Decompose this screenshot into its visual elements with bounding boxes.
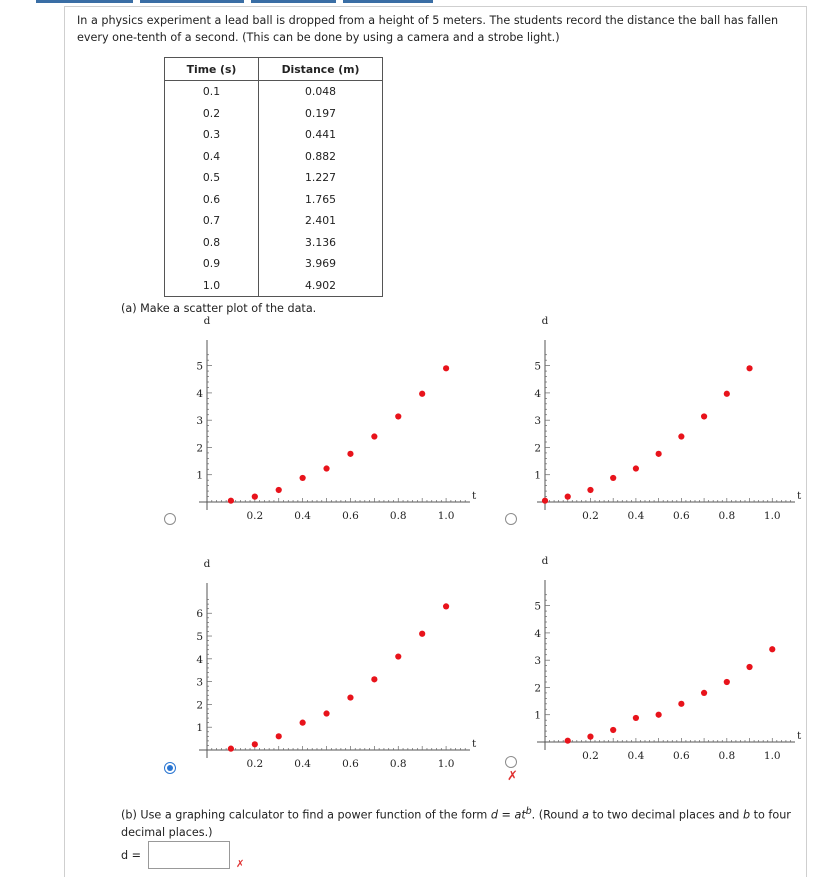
x-tick-label: 0.8 <box>389 510 407 522</box>
part-b-prompt: (b) Use a graphing calculator to find a power function of the form $d = at^b$. (Round a to two decimal places and b to four decimal places.) <box>121 806 791 839</box>
data-point <box>300 720 306 726</box>
data-point <box>347 694 353 700</box>
table-row <box>165 275 383 297</box>
x-tick-label: 0.6 <box>342 758 359 770</box>
time-cell: 0.2 <box>165 103 259 125</box>
table-row <box>165 146 383 168</box>
option-3-radio[interactable] <box>164 762 176 774</box>
table-row <box>165 210 383 232</box>
y-axis-label: d <box>203 315 211 327</box>
x-axis-label: t <box>797 490 802 502</box>
data-point <box>565 738 571 744</box>
y-tick-label: 5 <box>534 360 541 373</box>
data-point <box>443 365 449 371</box>
data-point <box>678 433 684 439</box>
y-tick-label: 2 <box>196 699 203 712</box>
data-point <box>746 365 752 371</box>
data-point <box>656 712 662 718</box>
x-tick-label: 0.6 <box>673 750 690 762</box>
data-point <box>419 631 425 637</box>
scatter-plot-option-4 <box>500 555 800 778</box>
y-tick-label: 5 <box>196 631 203 644</box>
distance-cell: 1.227 <box>259 167 383 189</box>
top-tab-2[interactable] <box>140 0 244 3</box>
distance-cell: 1.765 <box>259 189 383 211</box>
wrong-answer-icon: ✗ <box>507 769 518 784</box>
x-tick-label: 0.2 <box>246 510 264 522</box>
x-tick-label: 0.2 <box>246 758 264 770</box>
x-tick-label: 1.0 <box>763 750 781 762</box>
data-point <box>252 741 258 747</box>
y-tick-label: 6 <box>196 608 203 621</box>
x-tick-label: 0.8 <box>718 510 736 522</box>
x-tick-label: 1.0 <box>437 758 455 770</box>
y-tick-label: 3 <box>196 676 203 689</box>
distance-cell: 2.401 <box>259 210 383 232</box>
top-tab-4[interactable] <box>343 0 433 3</box>
header-distance: Distance (m) <box>259 58 383 81</box>
data-point <box>724 679 730 685</box>
data-point <box>587 487 593 493</box>
data-point <box>371 676 377 682</box>
y-tick-label: 1 <box>534 469 541 482</box>
scatter-plot-option-2 <box>500 316 800 531</box>
scatter-plot-option-3 <box>160 558 490 778</box>
data-point <box>395 653 401 659</box>
data-point <box>371 433 377 439</box>
data-point <box>395 413 401 419</box>
x-tick-label: 0.6 <box>673 510 690 522</box>
data-point <box>587 734 593 740</box>
wrong-answer-icon-b: ✗ <box>236 859 245 870</box>
y-tick-label: 4 <box>534 627 541 640</box>
distance-cell: 0.441 <box>259 124 383 146</box>
option-1-radio[interactable] <box>164 513 176 525</box>
x-tick-label: 0.4 <box>627 750 645 762</box>
x-tick-label: 0.2 <box>582 750 599 762</box>
header-time: Time (s) <box>165 58 259 81</box>
y-tick-label: 1 <box>196 469 203 482</box>
distance-cell: 3.969 <box>259 253 383 275</box>
distance-cell: 3.136 <box>259 232 383 254</box>
scatter-plot-option-1 <box>160 316 490 531</box>
table-row <box>165 232 383 254</box>
answer-label: d = <box>121 849 142 862</box>
y-axis-label: d <box>541 315 549 327</box>
data-point <box>656 451 662 457</box>
distance-cell: 0.048 <box>259 81 383 103</box>
data-point <box>633 465 639 471</box>
data-point <box>701 413 707 419</box>
data-point <box>542 498 548 504</box>
y-axis-label: d <box>541 555 549 567</box>
time-cell: 0.1 <box>165 81 259 103</box>
y-tick-label: 1 <box>534 709 541 722</box>
y-tick-label: 2 <box>534 442 541 455</box>
y-tick-label: 2 <box>534 682 541 695</box>
y-tick-label: 3 <box>196 415 203 428</box>
data-point <box>678 701 684 707</box>
x-tick-label: 0.4 <box>294 758 311 770</box>
x-tick-label: 0.4 <box>294 510 311 522</box>
data-point <box>323 465 329 471</box>
distance-cell: 0.197 <box>259 103 383 125</box>
x-tick-label: 0.8 <box>718 750 736 762</box>
x-tick-label: 1.0 <box>763 510 781 522</box>
table-row <box>165 167 383 189</box>
y-tick-label: 3 <box>534 655 541 668</box>
data-point <box>746 664 752 670</box>
time-cell: 0.9 <box>165 253 259 275</box>
table-row <box>165 189 383 211</box>
y-tick-label: 4 <box>534 387 541 400</box>
data-point <box>701 690 707 696</box>
top-tab-3[interactable] <box>251 0 336 3</box>
x-tick-label: 0.4 <box>627 510 645 522</box>
data-point <box>565 494 571 500</box>
table-row <box>165 124 383 146</box>
table-row <box>165 253 383 275</box>
x-axis-label: t <box>797 730 802 742</box>
time-cell: 0.4 <box>165 146 259 168</box>
data-point <box>228 746 234 752</box>
x-axis-label: t <box>472 490 477 502</box>
data-point <box>419 391 425 397</box>
time-cell: 0.3 <box>165 124 259 146</box>
distance-cell: 4.902 <box>259 275 383 297</box>
time-cell: 0.6 <box>165 189 259 211</box>
time-cell: 0.5 <box>165 167 259 189</box>
y-tick-label: 1 <box>196 722 203 735</box>
data-point <box>276 487 282 493</box>
part-a-prompt: (a) Make a scatter plot of the data. <box>121 302 317 315</box>
data-point <box>300 475 306 481</box>
x-tick-label: 1.0 <box>437 510 455 522</box>
y-tick-label: 5 <box>196 360 203 373</box>
data-point <box>228 498 234 504</box>
data-point <box>276 733 282 739</box>
top-tab-1[interactable] <box>36 0 133 3</box>
y-tick-label: 4 <box>196 653 203 666</box>
data-point <box>323 710 329 716</box>
option-4-radio[interactable] <box>505 756 517 768</box>
y-tick-label: 4 <box>196 387 203 400</box>
time-cell: 0.8 <box>165 232 259 254</box>
data-point <box>610 475 616 481</box>
x-tick-label: 0.6 <box>342 510 359 522</box>
data-point <box>724 391 730 397</box>
data-point <box>633 715 639 721</box>
top-tab-bar <box>0 0 815 4</box>
x-tick-label: 0.8 <box>389 758 407 770</box>
time-cell: 0.7 <box>165 210 259 232</box>
answer-input[interactable] <box>148 841 230 869</box>
data-point <box>610 727 616 733</box>
x-tick-label: 0.2 <box>582 510 599 522</box>
table-row <box>165 103 383 125</box>
option-2-radio[interactable] <box>505 513 517 525</box>
data-table <box>164 57 383 297</box>
x-axis-label: t <box>472 738 477 750</box>
data-point <box>252 494 258 500</box>
distance-cell: 0.882 <box>259 146 383 168</box>
data-point <box>769 646 775 652</box>
table-row <box>165 81 383 103</box>
y-tick-label: 5 <box>534 600 541 613</box>
data-point <box>443 603 449 609</box>
problem-statement: In a physics experiment a lead ball is dropped from a height of 5 meters. The students record the distance the ball has fallen every one-tenth of a second. (This can be done by using a camera and a strobe light.) <box>77 14 779 44</box>
y-tick-label: 2 <box>196 442 203 455</box>
time-cell: 1.0 <box>165 275 259 297</box>
y-axis-label: d <box>203 558 211 570</box>
y-tick-label: 3 <box>534 415 541 428</box>
data-point <box>347 451 353 457</box>
